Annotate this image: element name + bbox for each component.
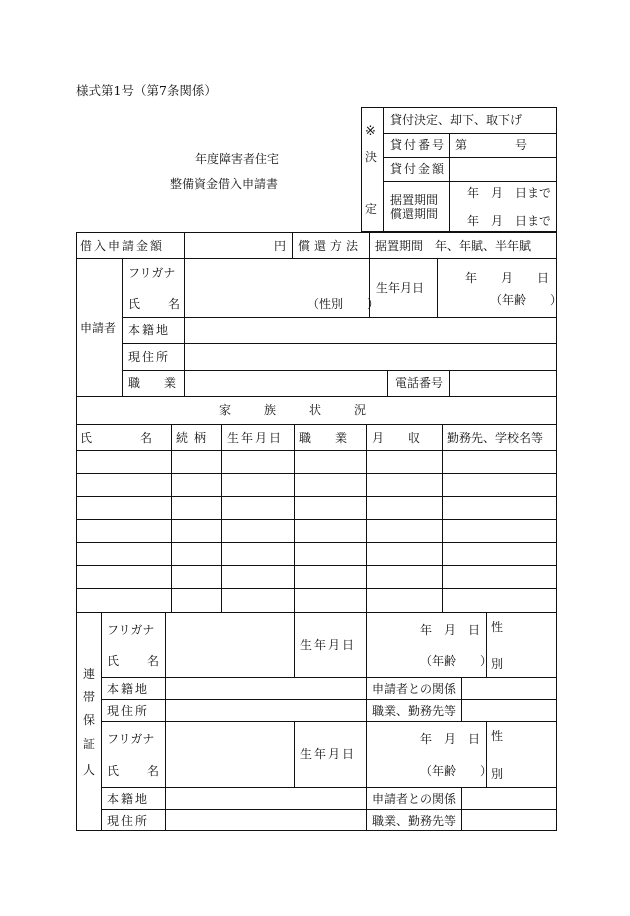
guarantor1-work-label: 職業、勤務先等 xyxy=(372,704,457,718)
loan-number-suffix: 号 xyxy=(515,138,528,152)
guarantor1-relation-label: 申請者との関係 xyxy=(372,682,457,696)
form-title-line1: 年度障害者住宅 xyxy=(195,152,280,166)
guarantor-label-char-3: 保 xyxy=(83,713,96,727)
repayment-method-label: 償還方法 xyxy=(298,239,363,253)
family-section-title: 家 族 状 況 xyxy=(219,403,370,417)
applicant-name-label: 氏 名 xyxy=(128,297,189,311)
guarantor1-age-format: （年齢 ） xyxy=(420,654,493,668)
decision-char-1: 決 xyxy=(365,150,378,164)
applicant-furigana-label: フリガナ xyxy=(128,266,176,280)
guarantor2-domicile-label: 本籍地 xyxy=(107,792,150,806)
decision-mark: ※ xyxy=(365,124,376,139)
family-col-birthdate: 生年月日 xyxy=(227,431,284,445)
applicant-phone-label: 電話番号 xyxy=(395,376,444,390)
guarantor2-birthdate-label: 生年月日 xyxy=(300,747,357,761)
guarantor2-sex-char-1: 性 xyxy=(491,729,504,743)
applicant-age-format: （年齢 ） xyxy=(490,293,563,307)
repayment-period-date: 年 月 日まで xyxy=(467,214,552,228)
deferment-period-label: 据置期間 xyxy=(390,193,439,207)
loan-number-prefix: 第 xyxy=(455,138,468,152)
guarantor-label-char-1: 連 xyxy=(83,667,96,681)
yen-unit: 円 xyxy=(274,239,287,253)
loan-number-label: 貸付番号 xyxy=(390,138,447,152)
guarantor-label-char-4: 証 xyxy=(83,737,96,751)
guarantor1-domicile-label: 本籍地 xyxy=(107,682,150,696)
form-title-line2: 整備資金借入申請書 xyxy=(170,177,279,191)
guarantor2-name-label: 氏 名 xyxy=(107,764,168,778)
family-col-relation: 続柄 xyxy=(176,431,213,445)
guarantor1-sex-char-1: 性 xyxy=(491,620,504,634)
guarantor1-furigana-label: フリガナ xyxy=(107,623,155,637)
decision-outcome: 貸付決定、却下、取下げ xyxy=(390,113,523,127)
family-col-workplace: 勤務先、学校名等 xyxy=(447,431,544,445)
applicant-occupation-label: 職 業 xyxy=(128,376,177,390)
guarantor1-birthdate-label: 生年月日 xyxy=(300,638,357,652)
guarantor2-age-format: （年齢 ） xyxy=(420,764,493,778)
family-col-occupation: 職 業 xyxy=(299,431,348,445)
guarantor1-sex-char-2: 別 xyxy=(491,657,504,671)
applicant-section-label: 申請者 xyxy=(80,321,117,335)
repayment-method-value: 据置期間 年、年賦、半年賦 xyxy=(375,239,532,253)
applicant-sex-label: （性別 ） xyxy=(307,297,380,311)
applicant-birthdate-format: 年 月 日 xyxy=(465,271,550,285)
applicant-domicile-label: 本籍地 xyxy=(128,323,171,337)
repayment-period-label: 償還期間 xyxy=(390,207,439,221)
applicant-birthdate-label: 生年月日 xyxy=(376,281,425,295)
guarantor1-birthdate-format: 年 月 日 xyxy=(420,623,481,637)
guarantor-label-char-5: 人 xyxy=(83,763,96,777)
guarantor2-sex-char-2: 別 xyxy=(491,767,504,781)
deferment-period-date: 年 月 日まで xyxy=(467,186,552,200)
guarantor2-relation-label: 申請者との関係 xyxy=(372,792,457,806)
applicant-address-label: 現住所 xyxy=(128,350,171,364)
guarantor2-birthdate-format: 年 月 日 xyxy=(420,732,481,746)
form-number-label: 様式第1号（第7条関係） xyxy=(76,83,217,98)
loan-amount-label: 貸付金額 xyxy=(390,162,447,176)
guarantor-label-char-2: 帯 xyxy=(83,690,96,704)
guarantor1-address-label: 現住所 xyxy=(107,704,150,718)
guarantor2-furigana-label: フリガナ xyxy=(107,732,155,746)
guarantor2-address-label: 現住所 xyxy=(107,814,150,828)
guarantor2-work-label: 職業、勤務先等 xyxy=(372,814,457,828)
guarantor1-name-label: 氏 名 xyxy=(107,654,168,668)
family-col-name: 氏 名 xyxy=(80,431,153,445)
family-col-income: 月 収 xyxy=(372,431,421,445)
decision-char-2: 定 xyxy=(365,202,378,216)
loan-amount-request-label: 借入申請金額 xyxy=(80,239,165,253)
